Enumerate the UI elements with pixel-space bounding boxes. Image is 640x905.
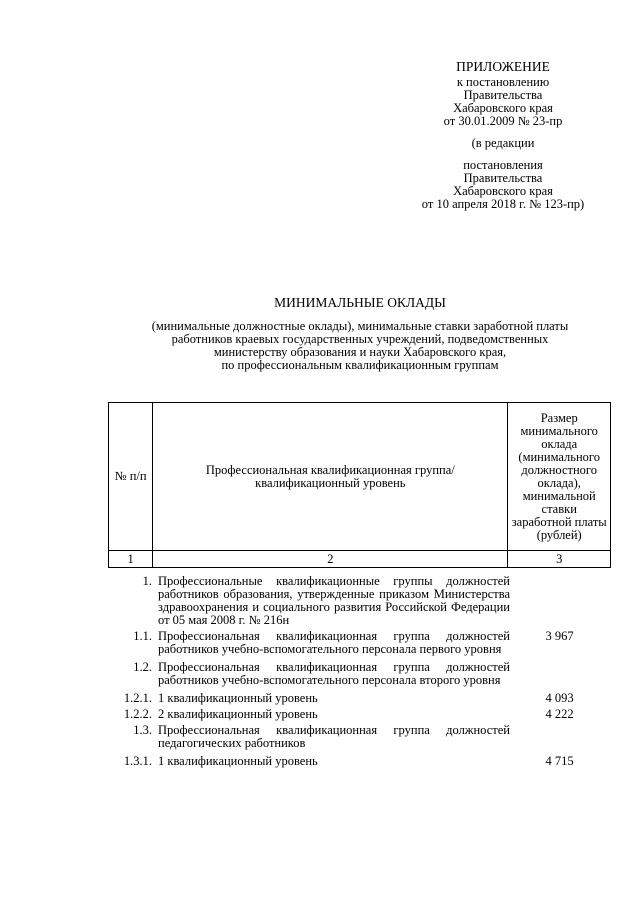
row-number: 1.2.2. [123,707,152,721]
document-title: МИНИМАЛЬНЫЕ ОКЛАДЫ [274,295,446,310]
heading-line: (минимальные должностные оклады), минимальные ставки заработной платы [151,319,569,333]
edition-line: постановления [463,158,543,172]
row-value: 3 967 [545,629,574,643]
document-heading [90,296,630,372]
row-text: 2 квалификационный уровень [158,707,318,721]
row-number: 1.3.1. [123,754,152,768]
row-number: 1.2.1. [123,691,152,705]
row-text: Профессиональная квалификационная группа должностей работников учебно-вспомогательного персонала второго уровня [158,660,510,687]
attachment-line: Правительства [463,88,543,102]
salary-table-header [108,402,611,568]
row-text: Профессиональная квалификационная группа должностей педагогических работников [158,723,510,750]
edition-line: от 10 апреля 2018 г. № 123-пр) [421,197,585,211]
attachment-line: к постановлению [456,75,550,89]
heading-line: по профессиональным квалификационным группам [221,358,499,372]
row-number: 1.3. [133,723,152,737]
header-row [109,403,611,551]
row-value: 4 222 [545,707,574,721]
edition-line: Хабаровского края [453,184,553,198]
row-number: 1.1. [133,629,152,643]
row-text: 1 квалификационный уровень [158,691,318,705]
table-row [108,661,611,687]
attachment-title: ПРИЛОЖЕНИЕ [456,59,550,74]
attachment-block [396,60,610,211]
header-salary-cell: Размер минимального оклада (минимального должностного оклада), минимальной ставки заработной платы (рублей) [508,403,611,551]
row-value: 4 093 [545,691,574,705]
table-row [108,575,611,627]
table-row [108,630,611,656]
column-number: 3 [508,551,611,568]
table-row [108,755,611,768]
attachment-line: от 30.01.2009 № 23-пр [443,114,563,128]
row-text: Профессиональные квалификационные группы должностей работников образования, утвержденные приказом Министерства здравоохранения и социального развития Российской Федерации от 05 мая 2008 г. № 216н [158,574,510,627]
column-number-row [109,551,611,568]
salary-table-body [108,575,611,773]
table-row [108,724,611,750]
header-group-cell: Профессиональная квалификационная группа/ квалификационный уровень [153,403,508,551]
column-number: 1 [109,551,153,568]
attachment-line: Хабаровского края [453,101,553,115]
edition-line: Правительства [463,171,543,185]
header-num-cell: № п/п [109,403,153,551]
row-value: 4 715 [545,754,574,768]
heading-line: работников краевых государственных учреждений, подведомственных [171,332,549,346]
column-number: 2 [153,551,508,568]
row-text: Профессиональная квалификационная группа должностей работников учебно-вспомогательного персонала первого уровня [158,629,510,656]
table-row [108,692,611,705]
row-text: 1 квалификационный уровень [158,754,318,768]
row-number: 1. [142,574,152,588]
heading-line: министерству образования и науки Хабаровского края, [213,345,507,359]
table-row [108,708,611,721]
row-number: 1.2. [133,660,152,674]
edition-line: (в редакции [471,136,535,150]
